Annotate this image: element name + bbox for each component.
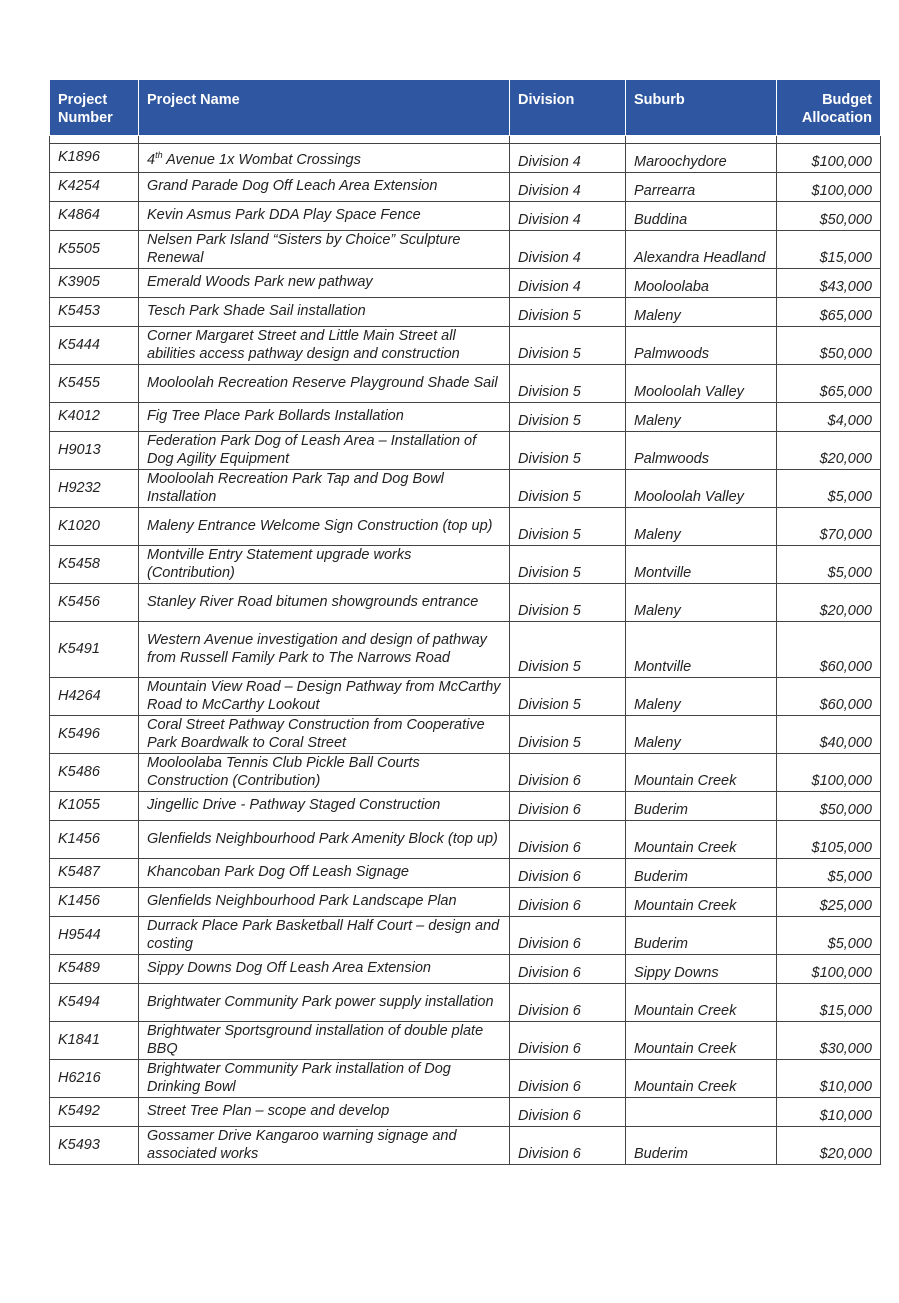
project-number-cell: K1841 [50,1022,139,1060]
suburb-cell: Mountain Creek [626,984,777,1022]
project-number-cell: K1055 [50,792,139,821]
suburb-cell: Palmwoods [626,327,777,365]
projects-table [49,79,881,1165]
table-row [50,622,881,678]
table-row [50,202,881,231]
table-body [50,136,881,1165]
table-row [50,365,881,403]
ordinal-number: 4 [147,151,156,168]
division-cell: Division 6 [510,754,626,792]
project-number-cell: H4264 [50,678,139,716]
division-cell: Division 4 [510,269,626,298]
project-number-cell: K5444 [50,327,139,365]
division-cell: Division 5 [510,470,626,508]
project-number-cell: K5487 [50,859,139,888]
project-name-cell: Mountain View Road – Design Pathway from McCarthy Road to McCarthy Lookout [139,678,510,716]
division-cell: Division 6 [510,917,626,955]
budget-cell: $5,000 [777,917,881,955]
table-row [50,792,881,821]
project-number-cell: K5493 [50,1127,139,1165]
table-row [50,888,881,917]
suburb-cell: Buderim [626,1127,777,1165]
suburb-cell: Buddina [626,202,777,231]
table-row [50,327,881,365]
project-name-cell: Emerald Woods Park new pathway [139,269,510,298]
suburb-cell: Maroochydore [626,144,777,173]
project-name-cell: Coral Street Pathway Construction from Cooperative Park Boardwalk to Coral Street [139,716,510,754]
table-row [50,144,881,173]
suburb-cell: Maleny [626,508,777,546]
project-name-cell: Mooloolah Recreation Reserve Playground Shade Sail [139,365,510,403]
suburb-cell: Mountain Creek [626,888,777,917]
table-row [50,678,881,716]
division-cell: Division 4 [510,144,626,173]
division-cell: Division 5 [510,584,626,622]
budget-cell: $65,000 [777,298,881,327]
division-cell: Division 6 [510,792,626,821]
budget-cell: $25,000 [777,888,881,917]
project-name-cell [139,144,510,173]
suburb-cell: Buderim [626,859,777,888]
suburb-cell: Mountain Creek [626,754,777,792]
project-number-cell: K5458 [50,546,139,584]
budget-cell: $5,000 [777,859,881,888]
header-division: Division [510,80,626,136]
project-number-cell: H9013 [50,432,139,470]
table-row [50,1060,881,1098]
budget-cell: $100,000 [777,173,881,202]
project-name-cell: Montville Entry Statement upgrade works (Contribution) [139,546,510,584]
division-cell: Division 6 [510,1098,626,1127]
budget-cell: $100,000 [777,955,881,984]
project-name-cell: Grand Parade Dog Off Leach Area Extension [139,173,510,202]
division-cell: Division 6 [510,859,626,888]
suburb-cell: Maleny [626,678,777,716]
division-cell: Division 5 [510,716,626,754]
suburb-cell: Mountain Creek [626,1022,777,1060]
project-number-cell: K1456 [50,821,139,859]
header-suburb: Suburb [626,80,777,136]
table-row [50,917,881,955]
project-name-cell: Gossamer Drive Kangaroo warning signage and associated works [139,1127,510,1165]
project-number-cell: K4012 [50,403,139,432]
project-number-cell: K5494 [50,984,139,1022]
project-name-cell: Street Tree Plan – scope and develop [139,1098,510,1127]
header-project-number: Project Number [50,80,139,136]
suburb-cell [626,1098,777,1127]
project-number-cell: K5456 [50,584,139,622]
project-number-cell: K5491 [50,622,139,678]
table-row [50,231,881,269]
project-number-cell: K5486 [50,754,139,792]
project-name-cell: Mooloolah Recreation Park Tap and Dog Bowl Installation [139,470,510,508]
table-row [50,716,881,754]
budget-cell: $20,000 [777,584,881,622]
project-number-cell: K1020 [50,508,139,546]
budget-cell: $20,000 [777,432,881,470]
division-cell: Division 5 [510,432,626,470]
division-cell: Division 6 [510,888,626,917]
budget-cell: $30,000 [777,1022,881,1060]
table-row [50,1098,881,1127]
table-row [50,584,881,622]
division-cell: Division 5 [510,546,626,584]
table-row [50,821,881,859]
suburb-cell: Mountain Creek [626,821,777,859]
project-number-cell: K5489 [50,955,139,984]
budget-cell: $15,000 [777,231,881,269]
project-name-text: Avenue 1x Wombat Crossings [162,151,361,168]
table-row [50,269,881,298]
project-name-cell: Glenfields Neighbourhood Park Landscape Plan [139,888,510,917]
division-cell: Division 6 [510,1060,626,1098]
suburb-cell: Palmwoods [626,432,777,470]
table-row [50,754,881,792]
project-name-cell: Jingellic Drive - Pathway Staged Construction [139,792,510,821]
ordinal-suffix: th [155,149,163,160]
division-cell: Division 5 [510,403,626,432]
project-number-cell: H6216 [50,1060,139,1098]
project-name-cell: Tesch Park Shade Sail installation [139,298,510,327]
division-cell: Division 5 [510,298,626,327]
suburb-cell: Buderim [626,917,777,955]
project-name-cell: Corner Margaret Street and Little Main Street all abilities access pathway design and construction [139,327,510,365]
table-row [50,1127,881,1165]
project-name-cell: Khancoban Park Dog Off Leash Signage [139,859,510,888]
project-name-cell: Brightwater Community Park power supply installation [139,984,510,1022]
suburb-cell: Maleny [626,403,777,432]
division-cell: Division 6 [510,955,626,984]
division-cell: Division 4 [510,173,626,202]
budget-cell: $70,000 [777,508,881,546]
project-name-cell: Fig Tree Place Park Bollards Installation [139,403,510,432]
suburb-cell: Maleny [626,584,777,622]
project-name-cell: Mooloolaba Tennis Club Pickle Ball Courts Construction (Contribution) [139,754,510,792]
suburb-cell: Buderim [626,792,777,821]
division-cell: Division 6 [510,821,626,859]
project-name-cell: Nelsen Park Island “Sisters by Choice” Sculpture Renewal [139,231,510,269]
project-number-cell: H9232 [50,470,139,508]
project-number-cell: K5453 [50,298,139,327]
table-row [50,984,881,1022]
suburb-cell: Mooloolah Valley [626,365,777,403]
budget-cell: $20,000 [777,1127,881,1165]
table-row [50,859,881,888]
table-header [50,80,881,136]
budget-cell: $40,000 [777,716,881,754]
table-row [50,955,881,984]
division-cell: Division 5 [510,508,626,546]
division-cell: Division 4 [510,202,626,231]
project-name-cell: Stanley River Road bitumen showgrounds entrance [139,584,510,622]
suburb-cell: Mooloolah Valley [626,470,777,508]
division-cell: Division 6 [510,984,626,1022]
project-name-cell: Sippy Downs Dog Off Leash Area Extension [139,955,510,984]
project-number-cell: K1456 [50,888,139,917]
budget-cell: $100,000 [777,754,881,792]
project-number-cell: K5505 [50,231,139,269]
table-row [50,173,881,202]
project-name-cell: Durrack Place Park Basketball Half Court – design and costing [139,917,510,955]
project-name-cell: Brightwater Community Park installation of Dog Drinking Bowl [139,1060,510,1098]
project-number-cell: K5496 [50,716,139,754]
table-row [50,546,881,584]
project-name-cell: Glenfields Neighbourhood Park Amenity Block (top up) [139,821,510,859]
budget-cell: $50,000 [777,792,881,821]
project-number-cell: K5492 [50,1098,139,1127]
table-row [50,508,881,546]
division-cell: Division 5 [510,678,626,716]
suburb-cell: Montville [626,546,777,584]
suburb-cell: Mountain Creek [626,1060,777,1098]
table-row [50,1022,881,1060]
budget-cell: $43,000 [777,269,881,298]
division-cell: Division 6 [510,1127,626,1165]
table-row [50,432,881,470]
project-number-cell: K4254 [50,173,139,202]
table-row [50,403,881,432]
division-cell: Division 4 [510,231,626,269]
suburb-cell: Maleny [626,298,777,327]
budget-cell: $60,000 [777,678,881,716]
budget-cell: $4,000 [777,403,881,432]
budget-cell: $50,000 [777,327,881,365]
division-cell: Division 6 [510,1022,626,1060]
budget-cell: $105,000 [777,821,881,859]
budget-cell: $5,000 [777,546,881,584]
division-cell: Division 5 [510,365,626,403]
project-name-cell: Federation Park Dog of Leash Area – Installation of Dog Agility Equipment [139,432,510,470]
suburb-cell: Sippy Downs [626,955,777,984]
budget-cell: $10,000 [777,1098,881,1127]
header-gap-row [50,136,881,144]
header-project-name: Project Name [139,80,510,136]
suburb-cell: Alexandra Headland [626,231,777,269]
project-number-cell: K5455 [50,365,139,403]
table-row [50,298,881,327]
division-cell: Division 5 [510,622,626,678]
suburb-cell: Parrearra [626,173,777,202]
header-budget-allocation: Budget Allocation [777,80,881,136]
project-number-cell: K1896 [50,144,139,173]
division-cell: Division 5 [510,327,626,365]
budget-cell: $5,000 [777,470,881,508]
table-row [50,470,881,508]
suburb-cell: Montville [626,622,777,678]
budget-cell: $10,000 [777,1060,881,1098]
project-number-cell: H9544 [50,917,139,955]
suburb-cell: Maleny [626,716,777,754]
project-name-cell: Maleny Entrance Welcome Sign Construction (top up) [139,508,510,546]
budget-cell: $50,000 [777,202,881,231]
project-name-cell: Western Avenue investigation and design of pathway from Russell Family Park to The Narrows Road [139,622,510,678]
budget-cell: $65,000 [777,365,881,403]
project-number-cell: K3905 [50,269,139,298]
project-name-cell: Brightwater Sportsground installation of double plate BBQ [139,1022,510,1060]
budget-cell: $60,000 [777,622,881,678]
project-number-cell: K4864 [50,202,139,231]
project-name-cell: Kevin Asmus Park DDA Play Space Fence [139,202,510,231]
budget-cell: $15,000 [777,984,881,1022]
budget-cell: $100,000 [777,144,881,173]
suburb-cell: Mooloolaba [626,269,777,298]
